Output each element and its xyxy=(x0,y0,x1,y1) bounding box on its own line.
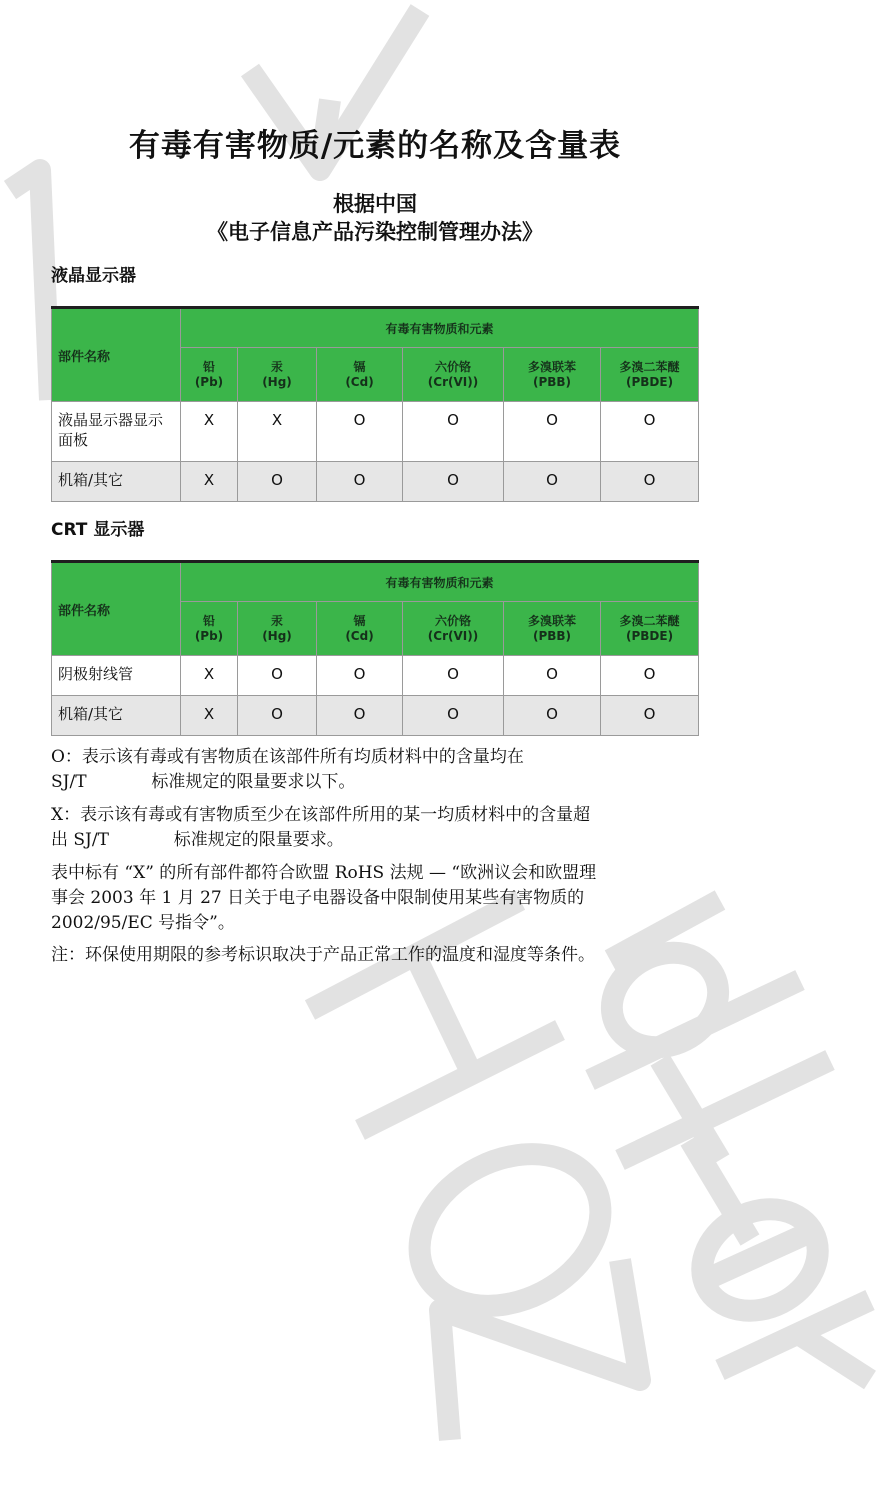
header-part-name: 部件名称 xyxy=(52,308,181,402)
note-x-line1: X：表示该有毒或有害物质至少在该部件所用的某一均质材料中的含量超 xyxy=(51,805,591,825)
value-cell: X xyxy=(181,402,238,462)
header-pbb: 多溴联苯 (PBB) xyxy=(504,602,601,656)
value-cell: O xyxy=(403,462,504,502)
table-row xyxy=(52,696,699,736)
header-mercury: 汞 (Hg) xyxy=(238,602,317,656)
note-rohs-line2: 事会 2003 年 1 月 27 日关于电子电器设备中限制使用某些有害物质的 xyxy=(51,888,585,908)
note-rohs-line1: 表中标有 “X” 的所有部件都符合欧盟 RoHS 法规 — “欧洲议会和欧盟理 xyxy=(51,863,597,883)
part-name-cell: 液晶显示器显示面板 xyxy=(52,402,181,462)
header-lead: 铅 (Pb) xyxy=(181,348,238,402)
value-cell: O xyxy=(238,696,317,736)
value-cell: O xyxy=(504,402,601,462)
header-substance-group: 有毒有害物质和元素 xyxy=(181,308,699,348)
value-cell: O xyxy=(601,462,699,502)
subtitle-line1: 根据中国 xyxy=(333,192,417,216)
note-x-line2: 出 SJ/T 标准规定的限量要求。 xyxy=(51,830,344,850)
header-pbde: 多溴二苯醚 (PBDE) xyxy=(601,602,699,656)
value-cell: O xyxy=(317,462,403,502)
section-title-lcd: 液晶显示器 xyxy=(51,266,136,286)
value-cell: O xyxy=(504,462,601,502)
header-lead: 铅 (Pb) xyxy=(181,602,238,656)
header-substance-group: 有毒有害物质和元素 xyxy=(181,562,699,602)
value-cell: X xyxy=(181,696,238,736)
value-cell: O xyxy=(403,696,504,736)
table-row xyxy=(52,656,699,696)
value-cell: O xyxy=(601,402,699,462)
value-cell: O xyxy=(403,656,504,696)
part-name-cell: 阴极射线管 xyxy=(52,656,181,696)
note-rohs-line3: 2002/95/EC 号指令”。 xyxy=(51,913,235,933)
table-row xyxy=(52,462,699,502)
page-title: 有毒有害物质/元素的名称及含量表 xyxy=(128,128,622,164)
value-cell: X xyxy=(238,402,317,462)
value-cell: X xyxy=(181,656,238,696)
crt-substance-table xyxy=(51,560,699,736)
header-cadmium: 镉 (Cd) xyxy=(317,602,403,656)
header-chromium: 六价铬 (Cr(VI)) xyxy=(403,602,504,656)
value-cell: O xyxy=(403,402,504,462)
note-environment: 注：环保使用期限的参考标识取决于产品正常工作的温度和湿度等条件。 xyxy=(51,945,595,965)
note-o-line2: SJ/T 标准规定的限量要求以下。 xyxy=(51,772,356,792)
value-cell: O xyxy=(317,656,403,696)
header-mercury: 汞 (Hg) xyxy=(238,348,317,402)
table-row xyxy=(52,402,699,462)
value-cell: O xyxy=(238,656,317,696)
lcd-substance-table xyxy=(51,306,699,502)
header-pbde: 多溴二苯醚 (PBDE) xyxy=(601,348,699,402)
section-title-crt: CRT 显示器 xyxy=(51,520,145,540)
header-cadmium: 镉 (Cd) xyxy=(317,348,403,402)
part-name-cell: 机箱/其它 xyxy=(52,462,181,502)
header-chromium: 六价铬 (Cr(VI)) xyxy=(403,348,504,402)
value-cell: O xyxy=(504,696,601,736)
value-cell: O xyxy=(601,656,699,696)
value-cell: X xyxy=(181,462,238,502)
value-cell: O xyxy=(238,462,317,502)
subtitle-line2: 《电子信息产品污染控制管理办法》 xyxy=(207,220,543,244)
value-cell: O xyxy=(317,402,403,462)
value-cell: O xyxy=(317,696,403,736)
value-cell: O xyxy=(504,656,601,696)
header-pbb: 多溴联苯 (PBB) xyxy=(504,348,601,402)
header-part-name: 部件名称 xyxy=(52,562,181,656)
note-o-line1: O：表示该有毒或有害物质在该部件所有均质材料中的含量均在 xyxy=(51,747,524,767)
value-cell: O xyxy=(601,696,699,736)
part-name-cell: 机箱/其它 xyxy=(52,696,181,736)
